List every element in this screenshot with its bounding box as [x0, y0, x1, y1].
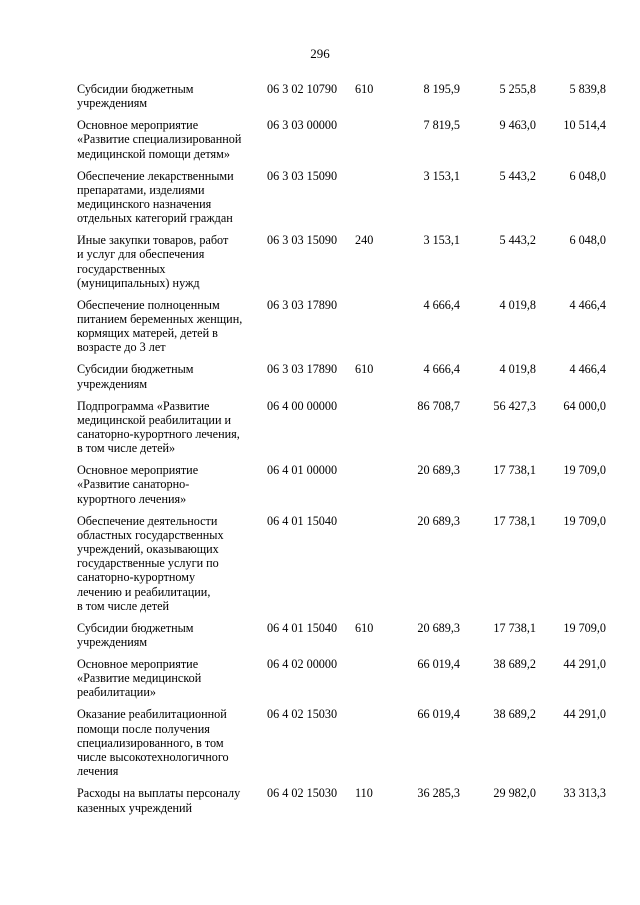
row-value-3: 5 839,8 — [569, 82, 606, 96]
row-name-line: питанием беременных женщин, — [77, 312, 243, 327]
table-row — [77, 657, 606, 700]
row-spacer — [77, 355, 606, 363]
row-value-3: 19 709,0 — [563, 620, 606, 635]
row-name-line: Основное мероприятие — [77, 463, 199, 478]
row-spacer — [77, 700, 606, 708]
row-name-line: областных государственных — [77, 527, 224, 542]
row-code: 06 4 02 00000 — [267, 657, 338, 672]
row-code: 06 4 01 15040 — [267, 620, 338, 635]
row-name-line: в том числе детей» — [77, 441, 176, 456]
row-expense-type: 110 — [355, 786, 373, 801]
row-name — [77, 118, 267, 161]
row-name-line: санаторно-курортному — [77, 570, 196, 585]
row-code: 06 4 02 15030 — [267, 707, 338, 722]
row-name-line: курортного лечения» — [77, 491, 187, 506]
row-spacer — [77, 613, 606, 621]
row-spacer — [77, 391, 606, 399]
row-name-line: медицинской реабилитации и — [77, 412, 232, 427]
row-name-line: учреждениям — [77, 376, 148, 391]
row-name-line: препаратами, изделиями — [77, 182, 205, 197]
row-name-line: Субсидии бюджетным — [77, 82, 194, 96]
row-code: 06 4 01 00000 — [267, 463, 338, 478]
row-name — [77, 514, 267, 613]
row-spacer — [77, 506, 606, 514]
row-spacer-cell — [77, 355, 606, 363]
row-spacer-cell — [77, 613, 606, 621]
row-code: 06 3 03 00000 — [267, 118, 338, 133]
row-value-1: 7 819,5 — [423, 118, 460, 133]
row-name-line: отдельных категорий граждан — [77, 211, 233, 226]
row-value-3: 19 709,0 — [563, 513, 606, 528]
row-code: 06 3 03 15090 — [267, 168, 338, 183]
row-spacer-cell — [77, 649, 606, 657]
row-value-3: 6 048,0 — [569, 233, 606, 248]
row-value-1: 4 666,4 — [423, 362, 460, 377]
row-expense-type — [355, 298, 385, 355]
row-spacer-cell — [77, 391, 606, 399]
row-value-3: 4 466,4 — [569, 362, 606, 377]
row-spacer-cell — [77, 506, 606, 514]
row-name-line: Обеспечение полноценным — [77, 297, 220, 312]
row-expense-type: 610 — [355, 620, 374, 635]
row-value-2: 5 255,8 — [499, 82, 536, 96]
row-code: 06 3 03 17890 — [267, 362, 338, 377]
table-row — [77, 399, 606, 456]
row-name-line: (муниципальных) нужд — [77, 275, 200, 290]
row-name-line: «Развитие санаторно- — [77, 477, 190, 492]
row-value-2: 56 427,3 — [493, 398, 536, 413]
row-spacer — [77, 161, 606, 169]
row-name — [77, 786, 267, 814]
row-expense-type — [355, 707, 385, 778]
table-row — [77, 786, 606, 814]
row-expense-type: 610 — [355, 82, 374, 96]
row-spacer — [77, 649, 606, 657]
row-value-3: 64 000,0 — [563, 398, 606, 413]
row-spacer-cell — [77, 161, 606, 169]
row-spacer-cell — [77, 455, 606, 463]
row-value-2: 29 982,0 — [493, 786, 536, 801]
row-name — [77, 707, 267, 778]
row-value-1: 3 153,1 — [423, 168, 460, 183]
row-name-line: учреждений, оказывающих — [77, 542, 219, 557]
row-code: 06 4 01 15040 — [267, 513, 338, 528]
row-name — [77, 399, 267, 456]
row-name-line: медицинского назначения — [77, 197, 212, 212]
row-spacer — [77, 455, 606, 463]
row-name-line: «Развитие медицинской — [77, 671, 202, 686]
row-spacer-cell — [77, 290, 606, 298]
row-spacer-cell — [77, 700, 606, 708]
row-value-2: 4 019,8 — [499, 362, 536, 377]
row-name-line: учреждениям — [77, 96, 148, 111]
row-value-3: 6 048,0 — [569, 168, 606, 183]
row-value-1: 66 019,4 — [417, 657, 460, 672]
row-name-line: Расходы на выплаты персоналу — [77, 786, 241, 801]
row-value-1: 4 666,4 — [423, 297, 460, 312]
row-name-line: Субсидии бюджетным — [77, 362, 194, 377]
row-value-1: 20 689,3 — [417, 463, 460, 478]
row-name — [77, 82, 267, 110]
row-value-3: 44 291,0 — [563, 657, 606, 672]
table-row — [77, 169, 606, 226]
page-number: 296 — [310, 46, 330, 61]
row-value-2: 17 738,1 — [493, 463, 536, 478]
row-expense-type: 240 — [355, 233, 374, 248]
row-code: 06 4 02 15030 — [267, 786, 338, 801]
row-spacer — [77, 225, 606, 233]
row-code: 06 4 00 00000 — [267, 398, 338, 413]
row-value-3: 10 514,4 — [563, 118, 606, 133]
table-row — [77, 514, 606, 613]
row-expense-type — [355, 169, 385, 226]
row-value-2: 17 738,1 — [493, 513, 536, 528]
row-value-1: 20 689,3 — [417, 620, 460, 635]
row-name-line: специализированного, в том — [77, 735, 224, 750]
row-code: 06 3 03 15090 — [267, 233, 338, 248]
row-name-line: государственных — [77, 261, 166, 276]
table-row — [77, 298, 606, 355]
row-name-line: санаторно-курортного лечения, — [77, 427, 240, 442]
row-value-3: 4 466,4 — [569, 297, 606, 312]
row-name — [77, 169, 267, 226]
row-name — [77, 362, 267, 390]
row-value-2: 5 443,2 — [499, 168, 536, 183]
row-code: 06 3 02 10790 — [267, 82, 338, 96]
row-name-line: помощи после получения — [77, 721, 210, 736]
row-code: 06 3 03 17890 — [267, 297, 338, 312]
budget-table — [77, 82, 606, 815]
row-name-line: Основное мероприятие — [77, 657, 199, 672]
row-spacer-cell — [77, 110, 606, 118]
row-spacer-cell — [77, 779, 606, 787]
row-name-line: Основное мероприятие — [77, 118, 199, 133]
row-name-line: Иные закупки товаров, работ — [77, 233, 229, 248]
row-name-line: Обеспечение деятельности — [77, 513, 218, 528]
row-expense-type — [355, 463, 385, 506]
row-name-line: Подпрограмма «Развитие — [77, 398, 210, 413]
row-expense-type — [355, 399, 385, 456]
row-name-line: Оказание реабилитационной — [77, 707, 227, 722]
row-name — [77, 233, 267, 290]
row-expense-type — [355, 118, 385, 161]
budget-table-body — [77, 82, 606, 815]
row-name-line: числе высокотехнологичного — [77, 750, 229, 765]
row-value-3: 33 313,3 — [563, 786, 606, 801]
row-value-2: 4 019,8 — [499, 297, 536, 312]
row-spacer-cell — [77, 225, 606, 233]
table-row — [77, 463, 606, 506]
row-name-line: кормящих матерей, детей в — [77, 326, 218, 341]
row-name-line: в том числе детей — [77, 598, 170, 613]
row-name-line: учреждениям — [77, 635, 148, 650]
row-name-line: Субсидии бюджетным — [77, 620, 194, 635]
row-value-1: 66 019,4 — [417, 707, 460, 722]
row-name-line: медицинской помощи детям» — [77, 146, 230, 161]
row-name-line: «Развитие специализированной — [77, 132, 242, 147]
row-name-line: государственные услуги по — [77, 556, 219, 571]
table-row — [77, 362, 606, 390]
table-row — [77, 233, 606, 290]
row-value-2: 38 689,2 — [493, 707, 536, 722]
row-name-line: лечению и реабилитации, — [77, 584, 211, 599]
row-name-line: казенных учреждений — [77, 800, 193, 815]
table-row — [77, 621, 606, 649]
table-row — [77, 707, 606, 778]
row-name-line: Обеспечение лекарственными — [77, 168, 234, 183]
row-name-line: возрасте до 3 лет — [77, 340, 166, 355]
table-row — [77, 118, 606, 161]
row-value-2: 38 689,2 — [493, 657, 536, 672]
row-spacer — [77, 110, 606, 118]
row-spacer — [77, 290, 606, 298]
row-value-2: 17 738,1 — [493, 620, 536, 635]
row-value-1: 3 153,1 — [423, 233, 460, 248]
row-value-1: 86 708,7 — [417, 398, 460, 413]
row-value-3: 44 291,0 — [563, 707, 606, 722]
row-expense-type — [355, 657, 385, 700]
row-expense-type — [355, 514, 385, 613]
row-name-line: и услуг для обеспечения — [77, 247, 205, 262]
row-name-line: реабилитации» — [77, 685, 156, 700]
row-value-3: 19 709,0 — [563, 463, 606, 478]
row-value-2: 9 463,0 — [499, 118, 536, 133]
row-name — [77, 463, 267, 506]
row-value-2: 5 443,2 — [499, 233, 536, 248]
row-value-1: 8 195,9 — [423, 82, 460, 96]
row-expense-type: 610 — [355, 362, 374, 377]
row-value-1: 36 285,3 — [417, 786, 460, 801]
row-spacer — [77, 779, 606, 787]
row-name — [77, 298, 267, 355]
row-name — [77, 657, 267, 700]
table-row — [77, 82, 606, 110]
row-value-1: 20 689,3 — [417, 513, 460, 528]
row-name-line: лечения — [77, 764, 119, 779]
row-name — [77, 621, 267, 649]
